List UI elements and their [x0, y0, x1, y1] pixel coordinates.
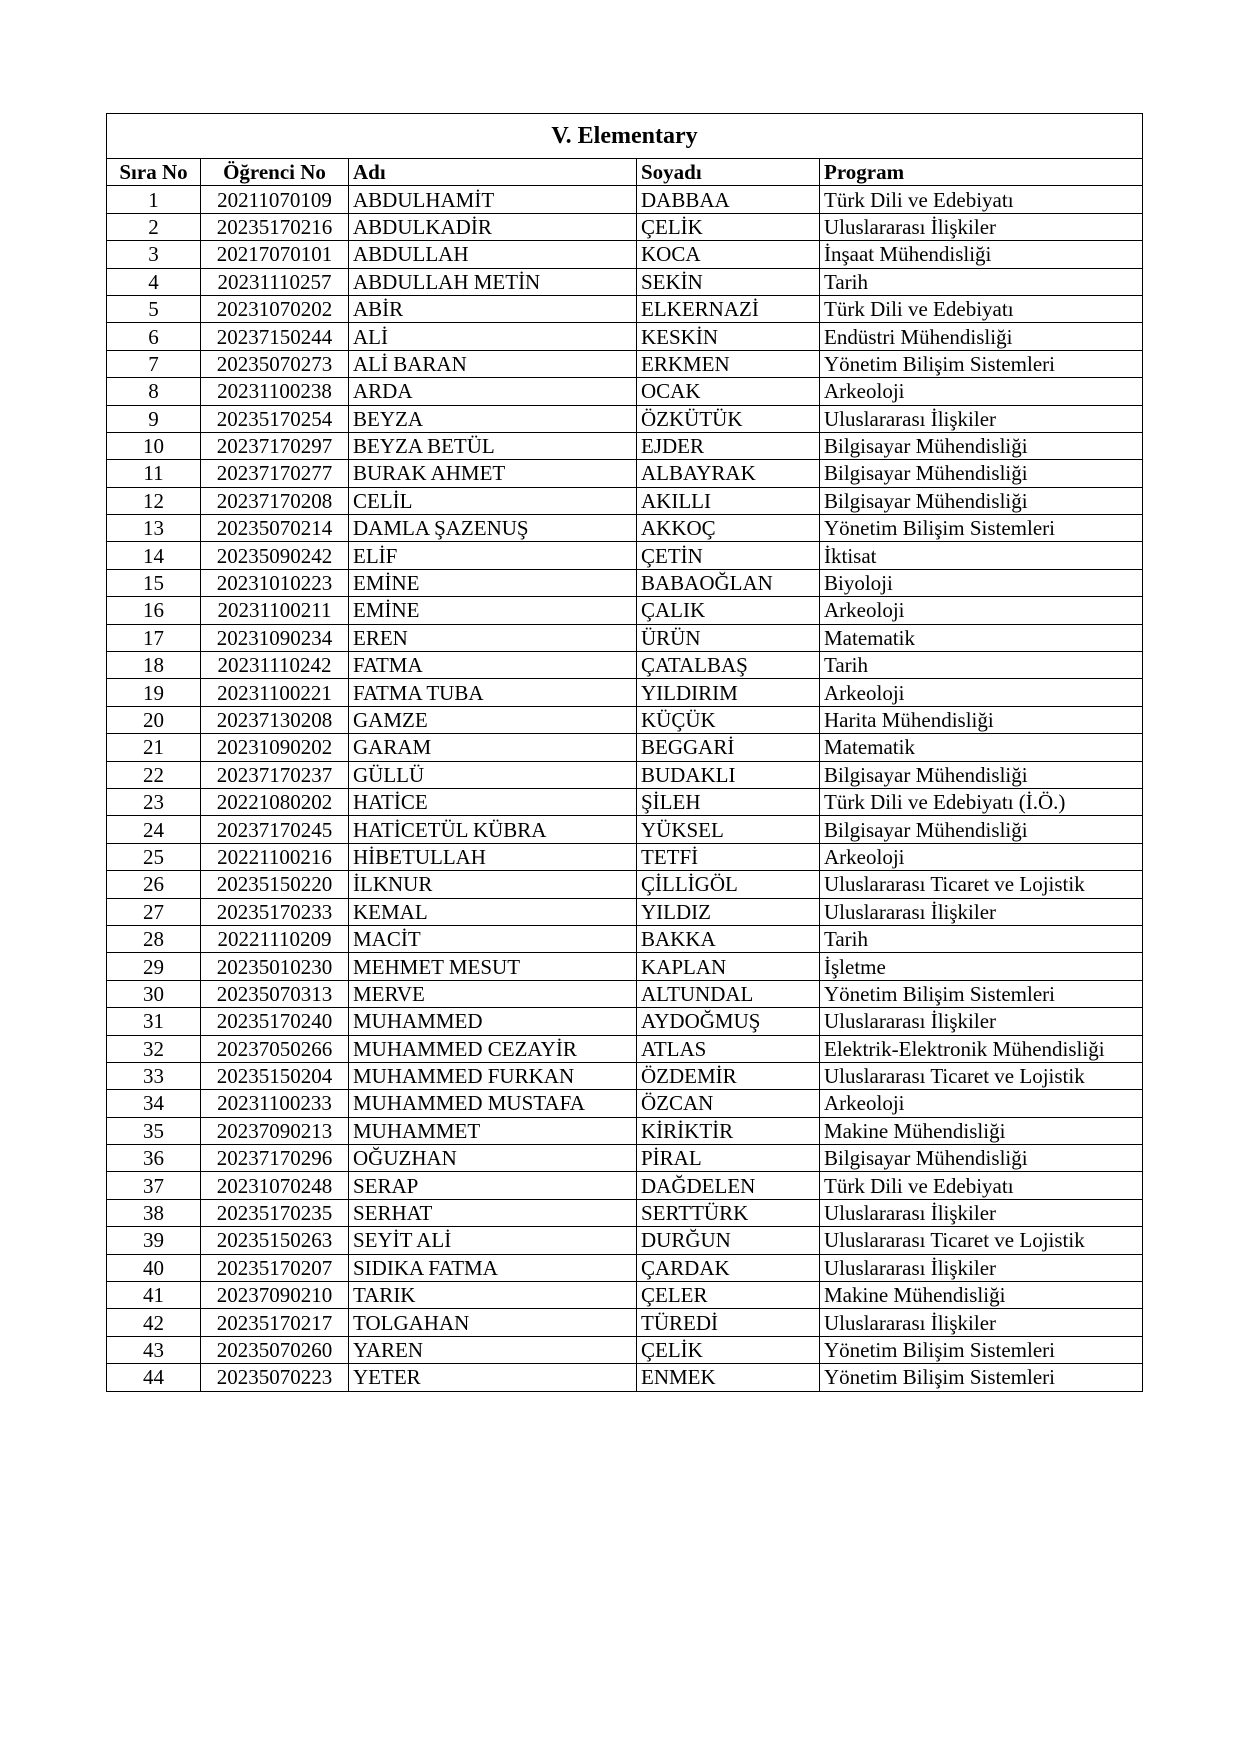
table-row [107, 515, 1143, 542]
table-row [107, 405, 1143, 432]
table-row [107, 1062, 1143, 1089]
cell-sira-no: 25 [107, 843, 201, 870]
cell-adi: EREN [349, 624, 637, 651]
cell-ogrenci-no: 20235150263 [201, 1227, 349, 1254]
cell-ogrenci-no: 20235070223 [201, 1364, 349, 1391]
cell-adi: FATMA [349, 652, 637, 679]
cell-program: Yönetim Bilişim Sistemleri [820, 515, 1143, 542]
cell-adi: BEYZA BETÜL [349, 432, 637, 459]
cell-sira-no: 5 [107, 295, 201, 322]
cell-adi: ABDULHAMİT [349, 186, 637, 213]
cell-ogrenci-no: 20237150244 [201, 323, 349, 350]
cell-sira-no: 23 [107, 788, 201, 815]
cell-soyadi: TÜREDİ [637, 1309, 820, 1336]
cell-soyadi: ALBAYRAK [637, 460, 820, 487]
cell-sira-no: 37 [107, 1172, 201, 1199]
cell-sira-no: 11 [107, 460, 201, 487]
cell-program: Arkeoloji [820, 679, 1143, 706]
title-row [107, 114, 1143, 159]
cell-ogrenci-no: 20231100221 [201, 679, 349, 706]
cell-program: Bilgisayar Mühendisliği [820, 432, 1143, 459]
table-row [107, 350, 1143, 377]
cell-sira-no: 16 [107, 597, 201, 624]
table-row [107, 597, 1143, 624]
cell-program: Uluslararası İlişkiler [820, 1309, 1143, 1336]
header-ogrenci-no: Öğrenci No [201, 159, 349, 186]
cell-sira-no: 24 [107, 816, 201, 843]
table-row [107, 241, 1143, 268]
cell-sira-no: 19 [107, 679, 201, 706]
table-row [107, 213, 1143, 240]
table-row [107, 953, 1143, 980]
cell-adi: ABİR [349, 295, 637, 322]
cell-soyadi: DABBAA [637, 186, 820, 213]
cell-soyadi: ENMEK [637, 1364, 820, 1391]
cell-adi: MUHAMMET [349, 1117, 637, 1144]
cell-soyadi: SERTTÜRK [637, 1199, 820, 1226]
cell-sira-no: 39 [107, 1227, 201, 1254]
cell-ogrenci-no: 20235170240 [201, 1008, 349, 1035]
cell-adi: ALİ BARAN [349, 350, 637, 377]
cell-program: Arkeoloji [820, 843, 1143, 870]
cell-adi: YETER [349, 1364, 637, 1391]
cell-program: Harita Mühendisliği [820, 706, 1143, 733]
cell-sira-no: 34 [107, 1090, 201, 1117]
cell-program: Elektrik-Elektronik Mühendisliği [820, 1035, 1143, 1062]
cell-ogrenci-no: 20237090210 [201, 1282, 349, 1309]
cell-adi: ABDULKADİR [349, 213, 637, 240]
cell-soyadi: AKKOÇ [637, 515, 820, 542]
table-row [107, 1254, 1143, 1281]
cell-soyadi: ÜRÜN [637, 624, 820, 651]
cell-soyadi: KİRİKTİR [637, 1117, 820, 1144]
cell-program: Uluslararası İlişkiler [820, 1254, 1143, 1281]
table-row [107, 1117, 1143, 1144]
cell-adi: EMİNE [349, 597, 637, 624]
table-row [107, 186, 1143, 213]
cell-adi: GÜLLÜ [349, 761, 637, 788]
cell-soyadi: ALTUNDAL [637, 980, 820, 1007]
table-row [107, 378, 1143, 405]
cell-soyadi: BABAOĞLAN [637, 569, 820, 596]
cell-sira-no: 42 [107, 1309, 201, 1336]
cell-soyadi: ELKERNAZİ [637, 295, 820, 322]
table-row [107, 323, 1143, 350]
cell-program: Yönetim Bilişim Sistemleri [820, 1336, 1143, 1363]
cell-ogrenci-no: 20237170297 [201, 432, 349, 459]
cell-adi: GARAM [349, 734, 637, 761]
cell-ogrenci-no: 20231100238 [201, 378, 349, 405]
header-soyadi: Soyadı [637, 159, 820, 186]
cell-ogrenci-no: 20235010230 [201, 953, 349, 980]
table-row [107, 734, 1143, 761]
cell-sira-no: 17 [107, 624, 201, 651]
cell-program: Yönetim Bilişim Sistemleri [820, 1364, 1143, 1391]
table-row [107, 487, 1143, 514]
table-row [107, 980, 1143, 1007]
cell-soyadi: TETFİ [637, 843, 820, 870]
table-body [107, 186, 1143, 1391]
cell-sira-no: 38 [107, 1199, 201, 1226]
cell-adi: İLKNUR [349, 871, 637, 898]
table-row [107, 788, 1143, 815]
cell-soyadi: ERKMEN [637, 350, 820, 377]
cell-ogrenci-no: 20231110257 [201, 268, 349, 295]
cell-sira-no: 30 [107, 980, 201, 1007]
cell-sira-no: 10 [107, 432, 201, 459]
cell-adi: KEMAL [349, 898, 637, 925]
cell-soyadi: KESKİN [637, 323, 820, 350]
cell-ogrenci-no: 20237050266 [201, 1035, 349, 1062]
cell-adi: ABDULLAH [349, 241, 637, 268]
cell-program: Bilgisayar Mühendisliği [820, 487, 1143, 514]
cell-program: Biyoloji [820, 569, 1143, 596]
header-adi: Adı [349, 159, 637, 186]
cell-adi: ELİF [349, 542, 637, 569]
cell-adi: HATİCE [349, 788, 637, 815]
cell-program: Arkeoloji [820, 378, 1143, 405]
cell-adi: SERAP [349, 1172, 637, 1199]
cell-program: Tarih [820, 652, 1143, 679]
cell-ogrenci-no: 20235070273 [201, 350, 349, 377]
cell-sira-no: 43 [107, 1336, 201, 1363]
table-row [107, 816, 1143, 843]
table-row [107, 1035, 1143, 1062]
cell-ogrenci-no: 20221100216 [201, 843, 349, 870]
cell-program: Uluslararası İlişkiler [820, 898, 1143, 925]
cell-ogrenci-no: 20235090242 [201, 542, 349, 569]
cell-adi: GAMZE [349, 706, 637, 733]
cell-sira-no: 15 [107, 569, 201, 596]
cell-ogrenci-no: 20237130208 [201, 706, 349, 733]
cell-program: Uluslararası İlişkiler [820, 1008, 1143, 1035]
cell-soyadi: ÇELER [637, 1282, 820, 1309]
cell-sira-no: 33 [107, 1062, 201, 1089]
cell-ogrenci-no: 20237170237 [201, 761, 349, 788]
table-title: V. Elementary [107, 114, 1143, 159]
cell-adi: MUHAMMED FURKAN [349, 1062, 637, 1089]
cell-program: Yönetim Bilişim Sistemleri [820, 350, 1143, 377]
cell-program: İşletme [820, 953, 1143, 980]
table-row [107, 1309, 1143, 1336]
cell-program: Uluslararası Ticaret ve Lojistik [820, 871, 1143, 898]
cell-ogrenci-no: 20231090202 [201, 734, 349, 761]
header-program: Program [820, 159, 1143, 186]
cell-soyadi: AYDOĞMUŞ [637, 1008, 820, 1035]
cell-adi: ARDA [349, 378, 637, 405]
cell-program: İktisat [820, 542, 1143, 569]
cell-adi: TOLGAHAN [349, 1309, 637, 1336]
cell-sira-no: 44 [107, 1364, 201, 1391]
table-row [107, 1364, 1143, 1391]
cell-ogrenci-no: 20235170233 [201, 898, 349, 925]
table-row [107, 706, 1143, 733]
cell-soyadi: BEGGARİ [637, 734, 820, 761]
cell-ogrenci-no: 20231110242 [201, 652, 349, 679]
cell-program: Uluslararası Ticaret ve Lojistik [820, 1062, 1143, 1089]
cell-sira-no: 29 [107, 953, 201, 980]
cell-ogrenci-no: 20235170254 [201, 405, 349, 432]
cell-sira-no: 9 [107, 405, 201, 432]
cell-program: Uluslararası İlişkiler [820, 213, 1143, 240]
cell-program: Arkeoloji [820, 597, 1143, 624]
cell-soyadi: ÖZCAN [637, 1090, 820, 1117]
cell-ogrenci-no: 20231070248 [201, 1172, 349, 1199]
cell-program: Türk Dili ve Edebiyatı [820, 295, 1143, 322]
table-row [107, 1282, 1143, 1309]
cell-soyadi: BAKKA [637, 925, 820, 952]
table-row [107, 1090, 1143, 1117]
cell-program: İnşaat Mühendisliği [820, 241, 1143, 268]
cell-program: Tarih [820, 925, 1143, 952]
document-page [106, 113, 1142, 1392]
cell-ogrenci-no: 20231070202 [201, 295, 349, 322]
cell-adi: MACİT [349, 925, 637, 952]
cell-soyadi: ATLAS [637, 1035, 820, 1062]
student-roster-table [106, 113, 1143, 1392]
cell-program: Türk Dili ve Edebiyatı (İ.Ö.) [820, 788, 1143, 815]
cell-ogrenci-no: 20237170296 [201, 1145, 349, 1172]
cell-ogrenci-no: 20211070109 [201, 186, 349, 213]
cell-ogrenci-no: 20235170207 [201, 1254, 349, 1281]
cell-program: Türk Dili ve Edebiyatı [820, 186, 1143, 213]
table-row [107, 432, 1143, 459]
cell-ogrenci-no: 20237090213 [201, 1117, 349, 1144]
cell-adi: EMİNE [349, 569, 637, 596]
cell-program: Bilgisayar Mühendisliği [820, 761, 1143, 788]
cell-program: Uluslararası İlişkiler [820, 405, 1143, 432]
cell-ogrenci-no: 20231100211 [201, 597, 349, 624]
cell-adi: BURAK AHMET [349, 460, 637, 487]
cell-adi: ABDULLAH METİN [349, 268, 637, 295]
cell-program: Makine Mühendisliği [820, 1117, 1143, 1144]
table-row [107, 679, 1143, 706]
table-row [107, 761, 1143, 788]
cell-adi: TARIK [349, 1282, 637, 1309]
cell-soyadi: ÇİLLİGÖL [637, 871, 820, 898]
cell-adi: SEYİT ALİ [349, 1227, 637, 1254]
cell-adi: DAMLA ŞAZENUŞ [349, 515, 637, 542]
cell-ogrenci-no: 20237170208 [201, 487, 349, 514]
header-row [107, 159, 1143, 186]
cell-sira-no: 28 [107, 925, 201, 952]
cell-program: Türk Dili ve Edebiyatı [820, 1172, 1143, 1199]
table-row [107, 1199, 1143, 1226]
table-row [107, 1172, 1143, 1199]
table-row [107, 1227, 1143, 1254]
cell-sira-no: 35 [107, 1117, 201, 1144]
cell-soyadi: ÇALIK [637, 597, 820, 624]
cell-soyadi: ÇETİN [637, 542, 820, 569]
cell-ogrenci-no: 20217070101 [201, 241, 349, 268]
cell-soyadi: KAPLAN [637, 953, 820, 980]
cell-soyadi: DAĞDELEN [637, 1172, 820, 1199]
cell-ogrenci-no: 20231010223 [201, 569, 349, 596]
cell-program: Bilgisayar Mühendisliği [820, 1145, 1143, 1172]
cell-ogrenci-no: 20235170217 [201, 1309, 349, 1336]
cell-program: Uluslararası İlişkiler [820, 1199, 1143, 1226]
cell-program: Tarih [820, 268, 1143, 295]
table-row [107, 898, 1143, 925]
cell-soyadi: DURĞUN [637, 1227, 820, 1254]
table-row [107, 268, 1143, 295]
cell-ogrenci-no: 20221080202 [201, 788, 349, 815]
cell-program: Makine Mühendisliği [820, 1282, 1143, 1309]
cell-adi: MEHMET MESUT [349, 953, 637, 980]
cell-sira-no: 2 [107, 213, 201, 240]
cell-program: Matematik [820, 624, 1143, 651]
cell-soyadi: SEKİN [637, 268, 820, 295]
cell-adi: YAREN [349, 1336, 637, 1363]
cell-program: Uluslararası Ticaret ve Lojistik [820, 1227, 1143, 1254]
cell-adi: SERHAT [349, 1199, 637, 1226]
cell-sira-no: 1 [107, 186, 201, 213]
cell-ogrenci-no: 20237170277 [201, 460, 349, 487]
cell-ogrenci-no: 20235170235 [201, 1199, 349, 1226]
cell-adi: MERVE [349, 980, 637, 1007]
cell-soyadi: ÖZKÜTÜK [637, 405, 820, 432]
cell-ogrenci-no: 20235070313 [201, 980, 349, 1007]
header-sira-no: Sıra No [107, 159, 201, 186]
cell-ogrenci-no: 20221110209 [201, 925, 349, 952]
table-row [107, 925, 1143, 952]
table-row [107, 569, 1143, 596]
cell-adi: BEYZA [349, 405, 637, 432]
table-row [107, 652, 1143, 679]
cell-adi: OĞUZHAN [349, 1145, 637, 1172]
cell-program: Matematik [820, 734, 1143, 761]
table-row [107, 1008, 1143, 1035]
cell-sira-no: 31 [107, 1008, 201, 1035]
cell-sira-no: 7 [107, 350, 201, 377]
cell-ogrenci-no: 20237170245 [201, 816, 349, 843]
cell-ogrenci-no: 20231090234 [201, 624, 349, 651]
table-row [107, 1145, 1143, 1172]
cell-sira-no: 20 [107, 706, 201, 733]
cell-sira-no: 27 [107, 898, 201, 925]
cell-sira-no: 41 [107, 1282, 201, 1309]
cell-program: Endüstri Mühendisliği [820, 323, 1143, 350]
cell-program: Bilgisayar Mühendisliği [820, 816, 1143, 843]
cell-adi: HATİCETÜL KÜBRA [349, 816, 637, 843]
cell-adi: MUHAMMED MUSTAFA [349, 1090, 637, 1117]
table-row [107, 843, 1143, 870]
cell-sira-no: 6 [107, 323, 201, 350]
cell-soyadi: EJDER [637, 432, 820, 459]
cell-sira-no: 14 [107, 542, 201, 569]
cell-adi: MUHAMMED [349, 1008, 637, 1035]
cell-sira-no: 26 [107, 871, 201, 898]
cell-soyadi: ÇARDAK [637, 1254, 820, 1281]
table-row [107, 1336, 1143, 1363]
cell-adi: CELİL [349, 487, 637, 514]
cell-adi: HİBETULLAH [349, 843, 637, 870]
cell-sira-no: 21 [107, 734, 201, 761]
cell-ogrenci-no: 20235070214 [201, 515, 349, 542]
cell-soyadi: AKILLI [637, 487, 820, 514]
table-row [107, 871, 1143, 898]
cell-soyadi: ÖZDEMİR [637, 1062, 820, 1089]
cell-adi: MUHAMMED CEZAYİR [349, 1035, 637, 1062]
cell-ogrenci-no: 20235150220 [201, 871, 349, 898]
cell-ogrenci-no: 20235070260 [201, 1336, 349, 1363]
cell-sira-no: 8 [107, 378, 201, 405]
cell-program: Arkeoloji [820, 1090, 1143, 1117]
cell-soyadi: KÜÇÜK [637, 706, 820, 733]
table-row [107, 295, 1143, 322]
cell-soyadi: ÇELİK [637, 213, 820, 240]
cell-soyadi: YÜKSEL [637, 816, 820, 843]
cell-program: Yönetim Bilişim Sistemleri [820, 980, 1143, 1007]
cell-soyadi: ŞİLEH [637, 788, 820, 815]
cell-adi: FATMA TUBA [349, 679, 637, 706]
table-row [107, 624, 1143, 651]
cell-sira-no: 12 [107, 487, 201, 514]
cell-soyadi: OCAK [637, 378, 820, 405]
cell-soyadi: PİRAL [637, 1145, 820, 1172]
cell-soyadi: YILDIZ [637, 898, 820, 925]
cell-ogrenci-no: 20231100233 [201, 1090, 349, 1117]
cell-ogrenci-no: 20235150204 [201, 1062, 349, 1089]
cell-soyadi: YILDIRIM [637, 679, 820, 706]
table-row [107, 460, 1143, 487]
cell-ogrenci-no: 20235170216 [201, 213, 349, 240]
cell-sira-no: 18 [107, 652, 201, 679]
cell-sira-no: 32 [107, 1035, 201, 1062]
cell-sira-no: 13 [107, 515, 201, 542]
cell-sira-no: 4 [107, 268, 201, 295]
cell-soyadi: ÇELİK [637, 1336, 820, 1363]
table-row [107, 542, 1143, 569]
cell-soyadi: ÇATALBAŞ [637, 652, 820, 679]
cell-adi: ALİ [349, 323, 637, 350]
cell-adi: SIDIKA FATMA [349, 1254, 637, 1281]
cell-sira-no: 22 [107, 761, 201, 788]
cell-sira-no: 3 [107, 241, 201, 268]
cell-program: Bilgisayar Mühendisliği [820, 460, 1143, 487]
cell-soyadi: BUDAKLI [637, 761, 820, 788]
cell-soyadi: KOCA [637, 241, 820, 268]
cell-sira-no: 40 [107, 1254, 201, 1281]
cell-sira-no: 36 [107, 1145, 201, 1172]
